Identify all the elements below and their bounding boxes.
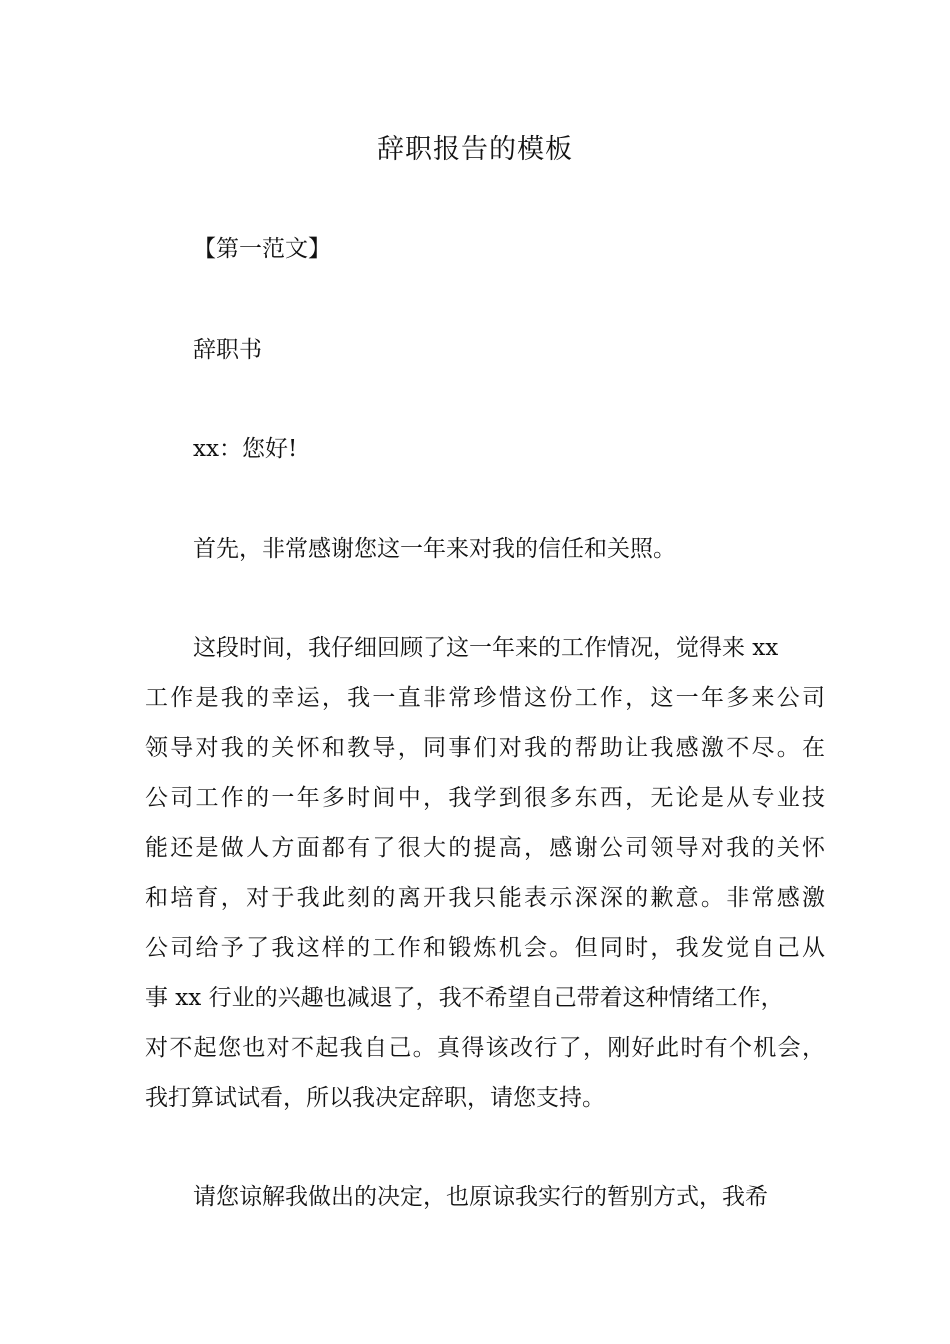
paragraph-line: 工作是我的幸运，我一直非常珍惜这份工作，这一年多来公司 bbox=[145, 685, 825, 711]
paragraph-line: 事 xx 行业的兴趣也减退了，我不希望自己带着这种情绪工作， bbox=[145, 985, 784, 1011]
paragraph-line: 我打算试试看，所以我决定辞职，请您支持。 bbox=[145, 1085, 605, 1111]
section-label: 【第一范文】 bbox=[193, 236, 331, 262]
salutation: xx：您好! bbox=[193, 436, 298, 462]
paragraph-line: 请您谅解我做出的决定，也原谅我实行的暂别方式，我希 bbox=[193, 1184, 768, 1210]
letter-heading: 辞职书 bbox=[193, 337, 262, 363]
paragraph-line: 公司给予了我这样的工作和锻炼机会。但同时，我发觉自己从 bbox=[145, 935, 825, 961]
document-title: 辞职报告的模板 bbox=[377, 134, 573, 165]
paragraph-line: 能还是做人方面都有了很大的提高，感谢公司领导对我的关怀 bbox=[145, 835, 825, 861]
paragraph-line: 领导对我的关怀和教导，同事们对我的帮助让我感激不尽。在 bbox=[145, 735, 825, 761]
paragraph-line: 和培育，对于我此刻的离开我只能表示深深的歉意。非常感激 bbox=[145, 885, 825, 911]
paragraph-thanks: 首先，非常感谢您这一年来对我的信任和关照。 bbox=[193, 536, 676, 562]
paragraph-line: 公司工作的一年多时间中，我学到很多东西，无论是从专业技 bbox=[145, 785, 825, 811]
paragraph-line: 对不起您也对不起我自己。真得该改行了，刚好此时有个机会， bbox=[145, 1035, 825, 1061]
paragraph-line: 这段时间，我仔细回顾了这一年来的工作情况，觉得来 xx bbox=[193, 635, 779, 661]
